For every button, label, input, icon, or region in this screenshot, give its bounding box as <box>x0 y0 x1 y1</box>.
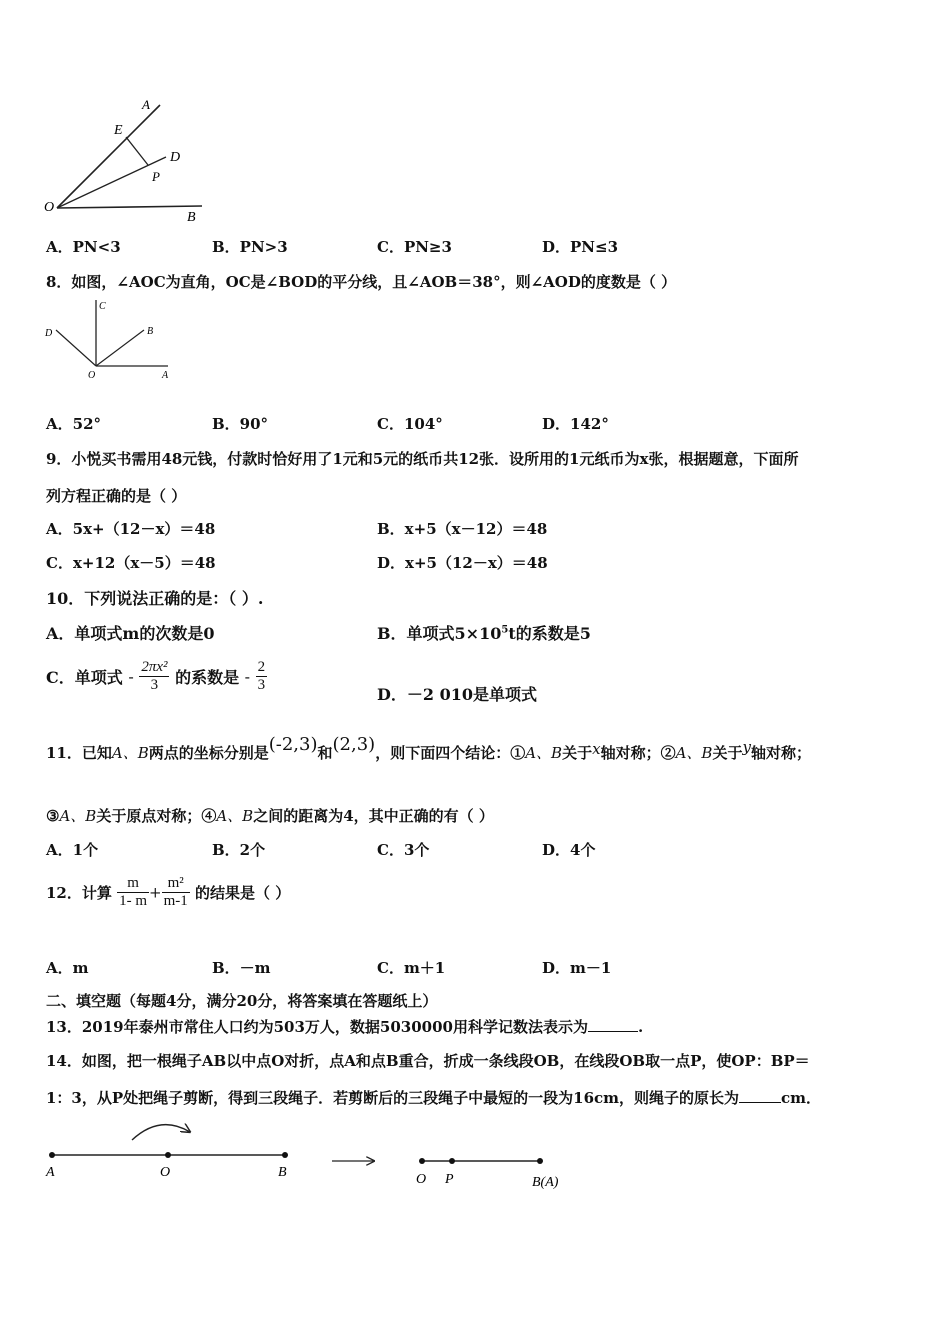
q9-option-d[interactable]: D．x+5（12－x）＝48 <box>377 554 548 572</box>
q11-text: 关于 <box>712 744 743 762</box>
q10-option-b-pre: B．单项式5×10 <box>377 624 502 643</box>
q14-answer-blank[interactable] <box>739 1088 781 1103</box>
q11-point-a-coord: (-2,3) <box>268 734 318 755</box>
q11-option-c[interactable]: C．3个 <box>377 841 430 859</box>
q11-text: 轴对称； <box>750 744 811 762</box>
q11-y-axis: y <box>742 738 751 756</box>
fraction-numerator: 2 <box>257 659 266 675</box>
fraction-numerator: m <box>117 875 149 893</box>
q12-option-d[interactable]: D．m－1 <box>542 959 612 977</box>
fold-arrow <box>132 1125 190 1140</box>
label-o: O <box>44 200 55 215</box>
ray-od <box>56 330 96 366</box>
q9-option-c[interactable]: C．x+12（x－5）＝48 <box>46 554 216 572</box>
label-b: B <box>187 210 196 225</box>
label-p: P <box>445 1172 454 1187</box>
fraction-denominator: 3 <box>257 677 266 693</box>
ray-od <box>57 157 166 208</box>
label-ba: B(A) <box>532 1175 559 1190</box>
q11-text: 两点的坐标分别是 <box>148 744 269 762</box>
q8-option-b[interactable]: B．90° <box>212 415 269 433</box>
q12-fraction-1 <box>117 875 149 910</box>
q14-stem-line2 <box>46 1087 821 1108</box>
point-p <box>449 1158 455 1164</box>
q9-stem-line1: 9．小悦买书需用48元钱，付款时恰好用了1元和5元的纸币共12张．设所用的1元纸币为x张，根据题意，下面所 <box>46 450 799 468</box>
q7-option-d[interactable]: D．PN≤3 <box>542 238 619 256</box>
label-b: B <box>147 326 154 337</box>
q12-fraction-2 <box>162 875 190 910</box>
label-e: E <box>114 123 123 138</box>
q11-text: 和 <box>317 744 333 762</box>
q10-fraction-answer <box>256 659 268 694</box>
q11-option-d[interactable]: D．4个 <box>542 841 596 859</box>
q10-fraction-coefficient <box>139 659 169 694</box>
label-a: A <box>142 97 150 112</box>
section-heading: 二、填空题（每题4分，满分20分，将答案填在答题纸上） <box>46 992 438 1010</box>
q11-text: ，则下面四个结论：① <box>375 744 526 762</box>
q11-point-b-coord: (2,3) <box>332 734 376 755</box>
q8-option-d[interactable]: D．142° <box>542 415 609 433</box>
q11-text: 之间的距离为4，其中正确的有（ ） <box>253 807 494 825</box>
ray-ob <box>96 330 144 366</box>
fraction-numerator: 2πx² <box>141 659 168 675</box>
fraction-denominator: 3 <box>150 677 159 693</box>
q13-answer-blank[interactable] <box>588 1017 638 1032</box>
q9-option-b[interactable]: B．x+5（x－12）＝48 <box>377 520 548 538</box>
q11-stem-line2 <box>46 805 494 826</box>
label-o: O <box>88 370 96 381</box>
q14-unit: cm． <box>781 1089 822 1107</box>
label-b: B <box>278 1165 287 1180</box>
segment-ep <box>126 137 148 165</box>
q12-option-b[interactable]: B．－m <box>212 959 271 977</box>
q10-option-d[interactable]: D．－2 010是单项式 <box>377 685 537 704</box>
label-o2: O <box>416 1172 427 1187</box>
q7-option-c[interactable]: C．PN≥3 <box>377 238 452 256</box>
q12-option-c[interactable]: C．m＋1 <box>377 959 446 977</box>
q9-option-a[interactable]: A．5x+（12－x）＝48 <box>46 520 216 538</box>
q11-text: 关于 <box>562 744 593 762</box>
point-b <box>282 1152 288 1158</box>
q11-points: A、B <box>525 744 563 762</box>
q11-x-axis: x <box>592 740 601 758</box>
q13-end: . <box>638 1018 644 1036</box>
point-a <box>49 1152 55 1158</box>
q13-text: 13．2019年泰州市常住人口约为503万人，数据5030000用科学记数法表示为 <box>46 1018 588 1036</box>
q13-stem <box>46 1016 643 1037</box>
q12-text: 的结果是（ ） <box>195 884 291 902</box>
q7-option-a[interactable]: A．PN<3 <box>46 238 121 256</box>
q11-text: 关于原点对称；④ <box>96 807 217 825</box>
figure-rope-fold <box>40 1112 580 1194</box>
q8-option-c[interactable]: C．104° <box>377 415 443 433</box>
label-a: A <box>162 370 169 381</box>
point-ba <box>537 1158 543 1164</box>
q11-stem-line1 <box>46 734 811 763</box>
q9-stem-line2: 列方程正确的是（ ） <box>46 487 187 505</box>
label-o: O <box>160 1165 171 1180</box>
q14-stem-line1: 14．如图，把一根绳子AB以中点O对折，点A和点B重合，折成一条线段OB，在线段OB取一点P，使OP：BP＝ <box>46 1052 810 1070</box>
q11-points: A、B <box>675 744 713 762</box>
figure-angle-aob <box>40 95 220 227</box>
q12-option-a[interactable]: A．m <box>46 959 89 977</box>
q11-points: A、B <box>216 807 254 825</box>
q8-stem: 8．如图，∠AOC为直角，OC是∠BOD的平分线，且∠AOB＝38°，则∠AOD的度数是（ ） <box>46 273 677 291</box>
q11-option-a[interactable]: A．1个 <box>46 841 99 859</box>
q10-option-c-pre: C．单项式 <box>46 668 123 687</box>
q8-option-a[interactable]: A．52° <box>46 415 102 433</box>
label-p: P <box>152 169 160 184</box>
figure-angle-aoc <box>40 296 180 382</box>
q11-option-b[interactable]: B．2个 <box>212 841 266 859</box>
point-o2 <box>419 1158 425 1164</box>
q10-stem: 10．下列说法正确的是：（ ）. <box>46 589 264 608</box>
q10-option-c-mid: 的系数是 <box>175 668 240 687</box>
label-a: A <box>46 1165 55 1180</box>
ray-oa <box>57 105 160 208</box>
ray-ob <box>57 206 202 208</box>
q10-option-c[interactable]: C．单项式 - $\frac{\text{2πx²}}{3}$ 的系数是 - $\frac{2}{3}$ <box>46 659 266 693</box>
q11-text: 轴对称；② <box>600 744 676 762</box>
q11-points: A、B <box>111 744 149 762</box>
plus-sign: + <box>149 883 162 902</box>
label-d: D <box>170 150 181 165</box>
point-o <box>165 1152 171 1158</box>
label-d: D <box>45 328 53 339</box>
q12-stem <box>46 875 290 910</box>
q10-option-b[interactable] <box>377 621 591 644</box>
fraction-denominator: 1- m <box>119 893 148 909</box>
fraction-denominator: m-1 <box>163 893 188 909</box>
q11-text: ③ <box>46 807 60 825</box>
q10-option-b-post: t的系数是5 <box>508 624 591 643</box>
q12-text: 12．计算 <box>46 884 112 902</box>
q7-option-b[interactable]: B．PN>3 <box>212 238 288 256</box>
q11-points: A、B <box>59 807 97 825</box>
label-c: C <box>99 301 106 312</box>
q10-option-b-exponent: 5 <box>501 624 509 636</box>
q14-text: 1：3，从P处把绳子剪断，得到三段绳子．若剪断后的三段绳子中最短的一段为16cm，则绳子的原长为 <box>46 1089 740 1107</box>
q11-text: 11．已知 <box>46 744 112 762</box>
q10-option-a[interactable]: A．单项式m的次数是0 <box>46 624 215 643</box>
fraction-numerator: m² <box>162 875 190 893</box>
